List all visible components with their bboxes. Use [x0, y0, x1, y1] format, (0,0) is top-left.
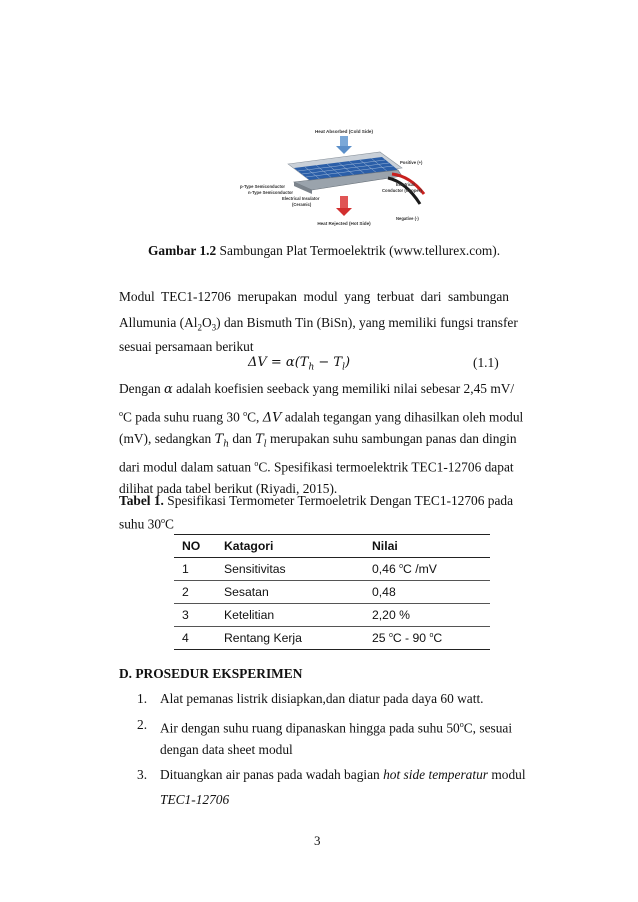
label-electrical: Electrical	[396, 182, 415, 187]
header-kategori: Katagori	[216, 535, 364, 558]
label-electrical-insulator: Electrical Insulator	[282, 196, 320, 201]
section-d-title: D. PROSEDUR EKSPERIMEN	[119, 666, 303, 681]
list-item-2-line-2: dengan data sheet modul	[160, 742, 293, 757]
thermoelectric-module-figure	[232, 124, 428, 234]
label-positive: Positive (+)	[400, 160, 423, 165]
paragraph-1-line-2: Allumunia $(Al_2O_3)$ dan Bismuth Tin (BiSn), yang memiliki fungsi transfer	[119, 315, 518, 333]
figure-caption-label: Gambar 1.2	[148, 243, 217, 258]
equation-1-1: $\Delta V = \alpha(T_h - T_l)$	[248, 355, 351, 373]
list-item-2-line-1: Air dengan suhu ruang dipanaskan hingga pada suhu 50$^o$C, sesuai	[160, 720, 513, 736]
hot-arrow-head	[336, 208, 352, 216]
specification-table	[174, 534, 490, 650]
table-row: 3 Ketelitian 2,20 %	[174, 604, 490, 627]
label-heat-absorbed: Heat Absorbed (Cold Side)	[314, 129, 374, 134]
paragraph-2-line-5: dilihat pada tabel berikut (Riyadi, 2015).	[119, 481, 338, 496]
list-item-3-number: 3.	[137, 767, 148, 782]
equation-number: (1.1)	[473, 355, 499, 370]
table-caption-line-2: suhu 30$^o$C	[119, 516, 174, 532]
figure-caption	[148, 243, 500, 259]
paragraph-2-line-3: (mV), sedangkan $T_h$ dan $T_l$ merupakan suhu sambungan panas dan dingin	[119, 431, 517, 450]
paragraph-1-line-1: Modul TEC1-12706 merupakan modul yang terbuat dari sambungan	[119, 289, 509, 304]
table-header-row	[174, 535, 490, 558]
cold-arrow-head	[336, 146, 352, 154]
table-caption-label: Tabel 1.	[119, 493, 164, 508]
list-item-2-number: 2.	[137, 717, 148, 732]
label-ceramic: (Ceramic)	[292, 202, 312, 207]
table-caption-line-1: Tabel 1. Spesifikasi Termometer Termoeletrik Dengan TEC1-12706 pada	[119, 493, 514, 508]
page-number: 3	[314, 833, 321, 848]
label-n-type: n-Type Semiconductor	[248, 190, 294, 195]
paragraph-2-line-1: Dengan α adalah koefisien seeback yang memiliki nilai sebesar 2,45 mV/	[119, 381, 515, 397]
list-item-1-number: 1.	[137, 691, 148, 706]
paragraph-2-line-2: $^o$C pada suhu ruang 30 $^o$C, ΔV adalah tegangan yang dihasilkan oleh modul	[119, 409, 524, 426]
cold-arrow-shaft	[340, 136, 348, 146]
table-row: 4 Rentang Kerja 25 $^o$C - 90 $^o$C	[174, 627, 490, 650]
header-nilai: Nilai	[364, 535, 490, 558]
table-row: 1 Sensitivitas 0,46 $^o$C /mV	[174, 558, 490, 581]
label-negative: Negative (-)	[396, 216, 419, 221]
hot-arrow-shaft	[340, 196, 348, 208]
label-conductor-copper: Conductor (Copper)	[382, 188, 422, 193]
label-heat-rejected: Heat Rejected (Hot Side)	[317, 221, 371, 226]
paragraph-1-line-3: sesuai persamaan berikut	[119, 339, 254, 354]
paragraph-2-line-4: dari modul dalam satuan $^o$C. Spesifikasi termoelektrik TEC1-12706 dapat	[119, 459, 514, 475]
figure-caption-text: Sambungan Plat Termoelektrik (www.tellurex.com).	[216, 243, 501, 258]
table-row: 2 Sesatan 0,48	[174, 581, 490, 604]
label-p-type: p-Type Semiconductor	[240, 184, 286, 189]
header-no: NO	[174, 535, 216, 558]
list-item-3-line-1: Dituangkan air panas pada wadah bagian hot side temperatur modul	[160, 767, 526, 782]
list-item-1-text: Alat pemanas listrik disiapkan,dan diatur pada daya 60 watt.	[160, 691, 484, 706]
list-item-3-line-2: TEC1-12706	[160, 792, 230, 807]
